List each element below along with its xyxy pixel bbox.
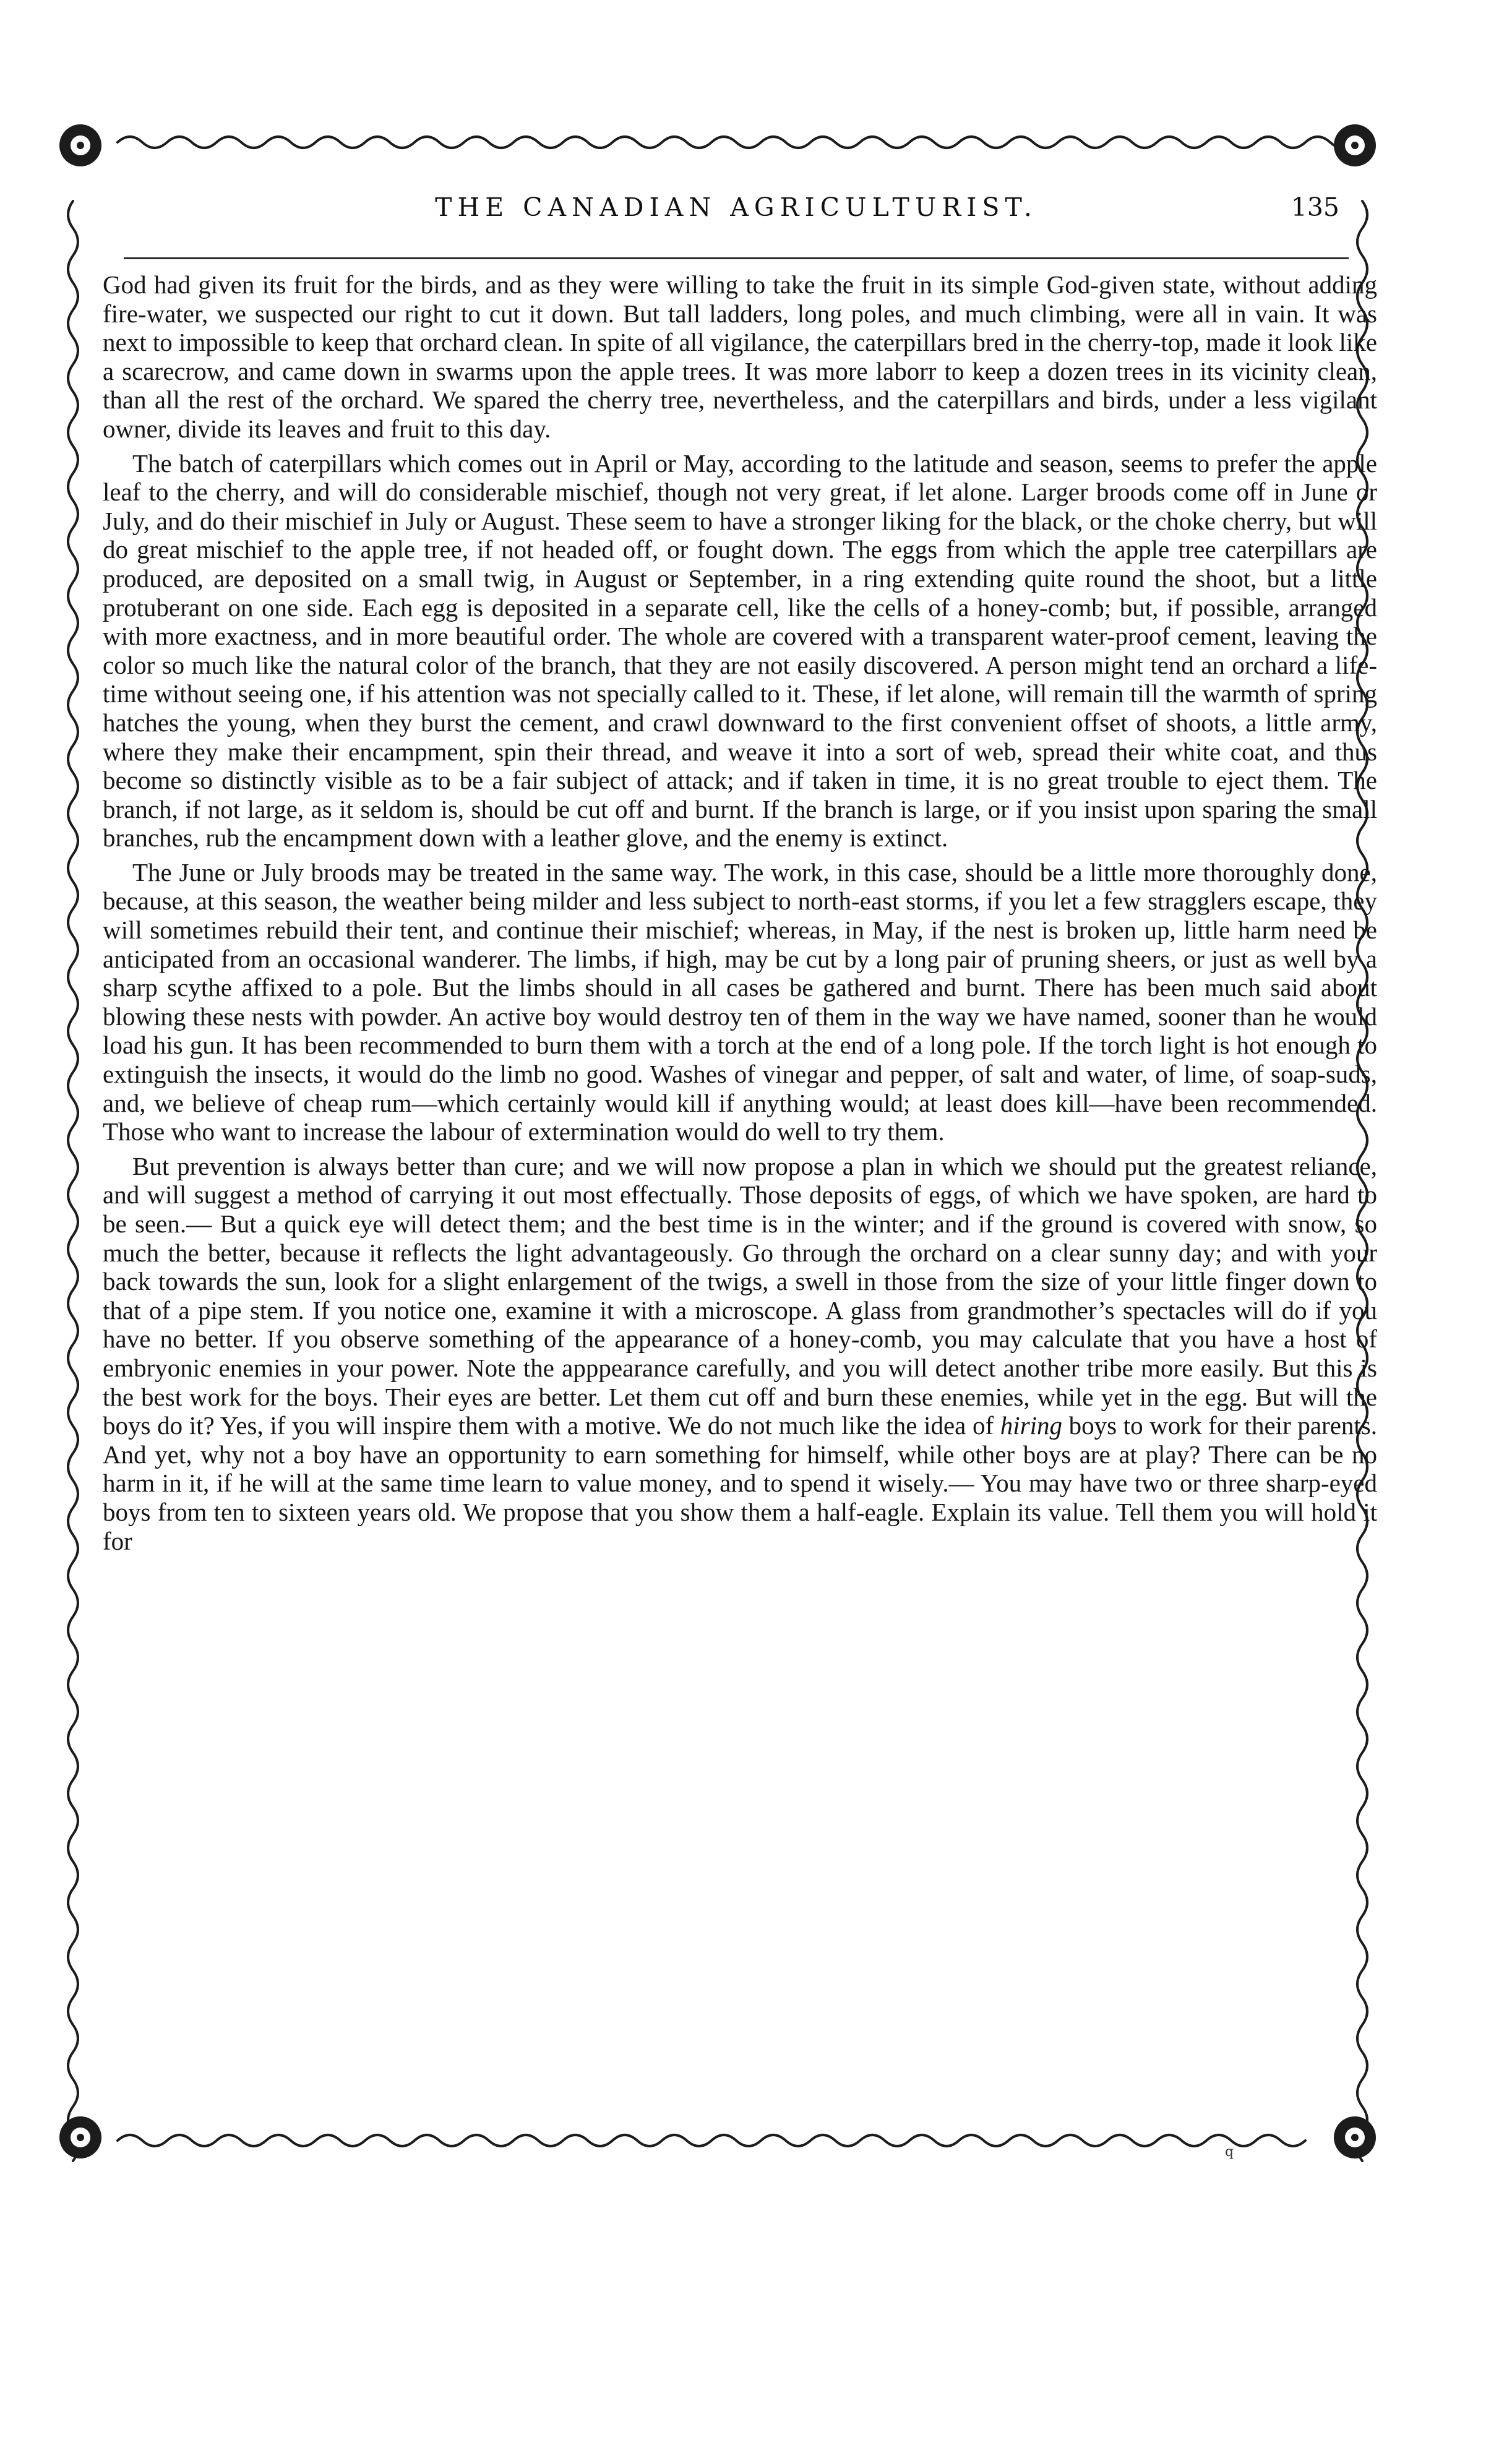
paragraph-2: The batch of caterpillars which comes out in April or May, according to the latitude and season, seems to prefer the apple leaf to the cherry, and will do considerable mischief, though not very great, if let alone. Larger broods come off in June or July, and do their mischief in July or August. These seem to have a stronger liking for the black, or the choke cherry, but will do great mischief to the apple tree, if not headed off, or fought down. The eggs from which the apple tree caterpillars are produced, are deposited on a small twig, in August or September, in a ring extending quite round the shoot, but a little protuberant on one side. Each egg is deposited in a separate cell, like the cells of a honey-comb; but, if possible, arranged with more exactness, and in more beautiful order. The whole are covered with a transparent water-proof cement, leaving the color so much like the natural color of the branch, that they are not easily discovered. A person might tend an orchard a life-time without seeing one, if his attention was not specially called to it. These, if let alone, will remain till the warmth of spring hatches the young, when they burst the cement, and crawl downward to the first convenient offset of shoots, a little army, where they make their encampment, spin their thread, and weave it into a sort of web, spread their white coat, and thus become so distinctly visible as to be a fair subject of attack; and if taken in time, it is no great trouble to eject them. The branch, if not large, as it seldom is, should be cut off and burnt. If the branch is large, or if you insist upon sparing the small branches, rub the encampment down with a leather glove, and the enemy is extinct.	[103, 449, 1377, 853]
page-number: 135	[1291, 192, 1339, 222]
signature-mark: q	[1225, 2144, 1234, 2160]
emphasis-hiring: hiring	[1000, 1411, 1063, 1440]
paragraph-1: God had given its fruit for the birds, and as they were willing to take the fruit in its simple God-given state, without adding fire-water, we suspected our right to cut it down. But tall ladders, long poles, and much climbing, were all in vain. It was next to impossible to keep that orchard clean. In spite of all vigilance, the caterpillars bred in the cherry-top, made it look like a scarecrow, and came down in swarms upon the apple trees. It was more laborr to keep a dozen trees in its vicinity clean, than all the rest of the orchard. We spared the cherry tree, nevertheless, and the caterpillars and birds, under a less vigilant owner, divide its leaves and fruit to this day.	[103, 270, 1377, 443]
paragraph-4-part-a: But prevention is always better than cure; and we will now propose a plan in which we should put the greatest reliance, and will suggest a method of carrying it out most effectually. Those deposits of eggs, of which we have spoken, are hard to be seen.— But a quick eye will detect them; and the best time is in the winter; and if the ground is covered with snow, so much the better, because it reflects the light advantageously. Go through the orchard on a clear sunny day; and with your back towards the sun, look for a slight enlargement of the twigs, a swell in those from the size of your little finger down to that of a pipe stem. If you notice one, examine it with a microscope. A glass from grandmother’s spectacles will do if you have no better. If you observe something of the appearance of a honey-comb, you may calculate that you have a host of embryonic enemies in your power. Note the apppearance carefully, and you will detect another tribe more easily. But this is the best work for the boys. Their eyes are better. Let them cut off and burn these enemies, while yet in the egg. But will the boys do it? Yes, if you will inspire them with a motive. We do not much like the idea of	[103, 1151, 1377, 1440]
paragraph-4-part-b: boys to work for their parents. And yet, why not a boy have an opportunity to earn something for himself, while other boys are at play? There can be no harm in it, if he will at the same time learn to value money, and to spend it wisely.— You may have two or three sharp-eyed boys from ten to sixteen years old. We propose that you show them a half-eagle. Explain its value. Tell them you will hold it for	[103, 1411, 1377, 1555]
running-head	[118, 189, 1355, 244]
journal-title: THE CANADIAN AGRICULTURIST.	[435, 192, 1037, 222]
paragraph-3: The June or July broods may be treated in the same way. The work, in this case, should be a little more thoroughly done, because, at this season, the weather being milder and less subject to north-east storms, if you let a few stragglers escape, they will sometimes rebuild their tent, and continue their mischief; whereas, in May, if the nest is broken up, little harm need be anticipated from an occasional wanderer. The limbs, if high, may be cut by a long pair of pruning sheers, or just as well by a sharp scythe affixed to a pole. But the limbs should in all cases be gathered and burnt. There has been much said about blowing these nests with powder. An active boy would destroy ten of them in the way we have named, sooner than he would load his gun. It has been recommended to burn them with a torch at the end of a long pole. If the torch light is hot enough to extinguish the insects, it would do the limb no good. Washes of vinegar and pepper, of salt and water, of lime, of soap-suds, and, we believe of cheap rum—which certainly would kill if anything would; at least does kill—have been recommended. Those who want to increase the labour of extermination would do well to try them.	[103, 857, 1377, 1146]
header-rule	[124, 257, 1349, 259]
paragraph-4	[103, 1152, 1377, 1555]
article-body	[103, 270, 1377, 1561]
